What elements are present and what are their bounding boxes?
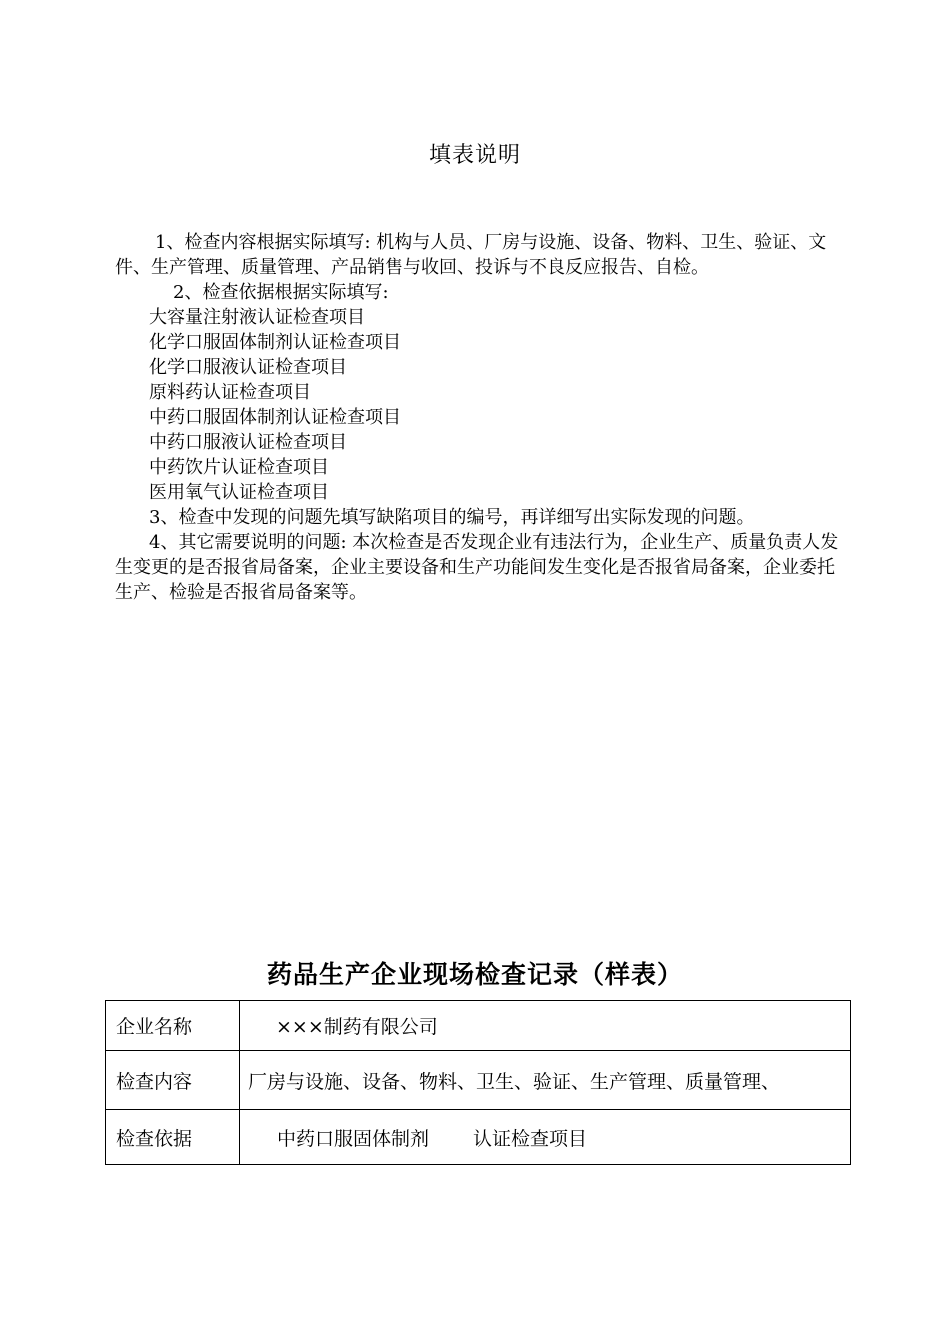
inspection-record-table	[105, 1000, 851, 1165]
instruction-item-1: 1、检查内容根据实际填写: 机构与人员、厂房与设施、设备、物料、卫生、验证、文件、生产管理、质量管理、产品销售与收回、投诉与不良反应报告、自检。	[115, 232, 827, 278]
basis-item: 化学口服固体制剂认证检查项目	[149, 332, 401, 353]
company-name-value: ×××制药有限公司	[240, 1001, 851, 1051]
basis-item: 化学口服液认证检查项目	[149, 357, 347, 378]
inspection-basis-value	[240, 1110, 851, 1165]
basis-list	[115, 305, 850, 505]
basis-item: 大容量注射液认证检查项目	[149, 307, 365, 328]
inspection-content-label: 检查内容	[106, 1051, 240, 1110]
instruction-item-3: 3、检查中发现的问题先填写缺陷项目的编号，再详细写出实际发现的问题。	[149, 507, 755, 528]
record-form-title: 药品生产企业现场检查记录（样表）	[266, 960, 683, 989]
basis-dosage-form: 中药口服固体制剂	[277, 1127, 430, 1150]
company-name-label: 企业名称	[106, 1001, 240, 1051]
instruction-item-4: 4、其它需要说明的问题: 本次检查是否发现企业有违法行为，企业生产、质量负责人发生变更的是否报省局备案，企业主要设备和生产功能间发生变化是否报省局备案，企业委托生产、检验是否报省局备案等。	[115, 532, 839, 603]
basis-item: 原料药认证检查项目	[149, 382, 311, 403]
instructions-title: 填表说明	[428, 143, 521, 168]
basis-item: 中药口服液认证检查项目	[149, 432, 347, 453]
inspection-basis-label: 检查依据	[106, 1110, 240, 1165]
inspection-content-value: 厂房与设施、设备、物料、卫生、验证、生产管理、质量管理、	[240, 1051, 851, 1110]
basis-item-type: 认证检查项目	[473, 1127, 588, 1150]
basis-item: 中药饮片认证检查项目	[149, 457, 329, 478]
basis-item: 中药口服固体制剂认证检查项目	[149, 407, 401, 428]
basis-item: 医用氧气认证检查项目	[149, 482, 329, 503]
table-row	[106, 1110, 851, 1165]
instructions-body	[115, 230, 850, 605]
table-row	[106, 1001, 851, 1051]
table-row	[106, 1051, 851, 1110]
instruction-item-2: 2、检查依据根据实际填写:	[173, 282, 389, 303]
